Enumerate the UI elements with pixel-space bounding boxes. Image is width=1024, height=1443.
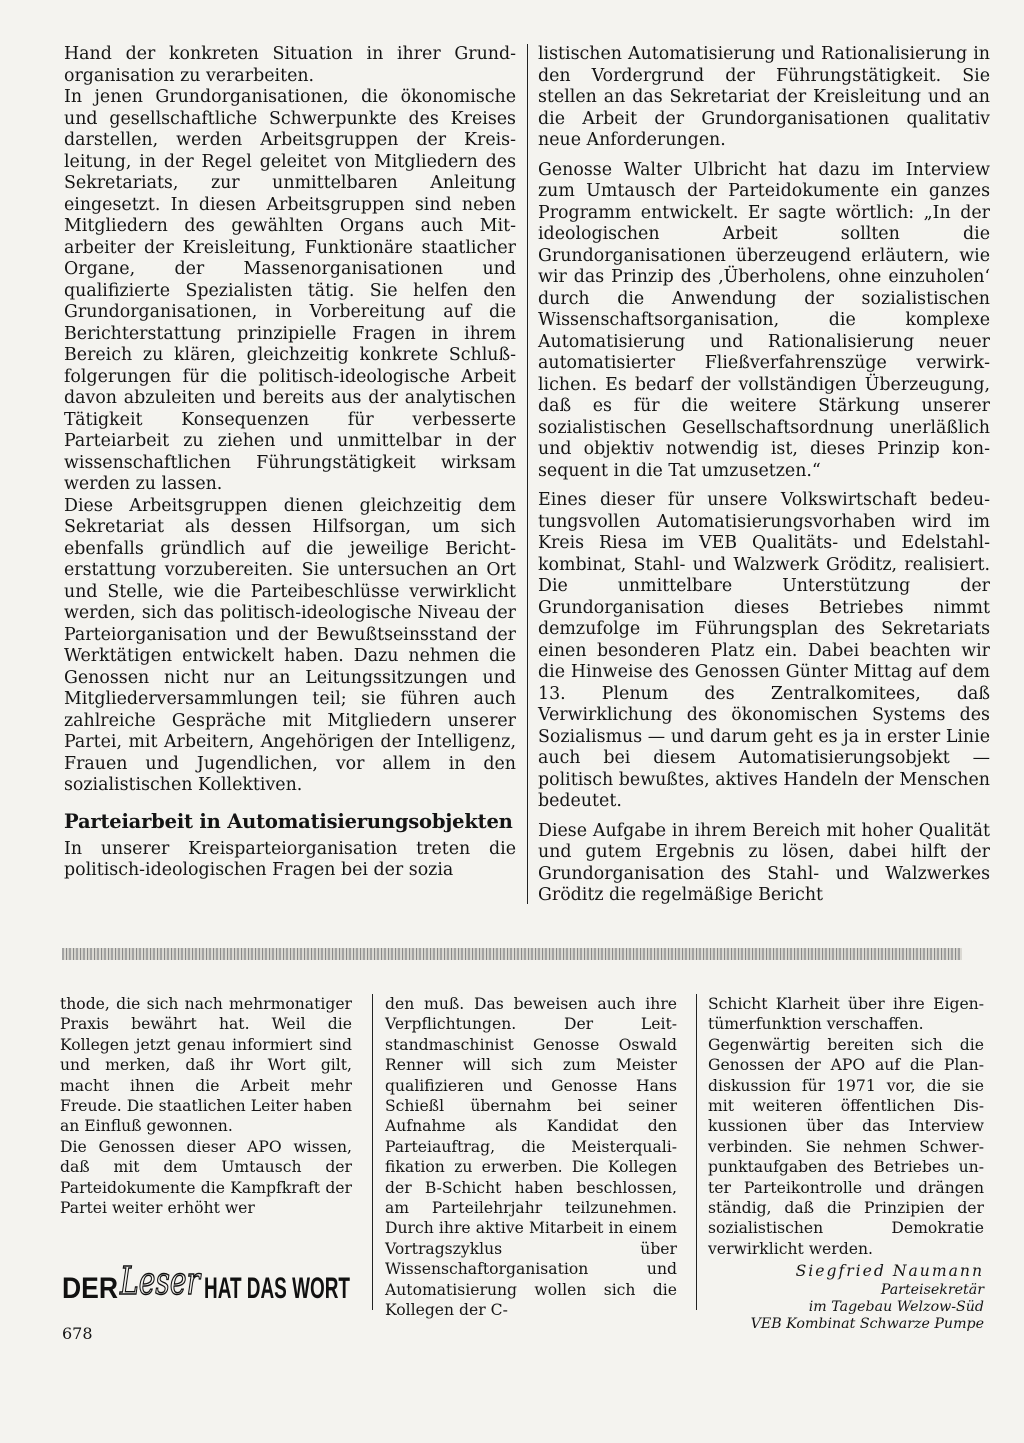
paragraph: In jenen Grundorganisationen, die ökonomische und gesellschaftliche Schwerpunkte des Kreises darstellen, werden Arbeitsgruppen der Kreisleitung, in der Regel geleitet von Mitgliedern des Sekretariats, zur unmittelbaren Anleitung eingesetzt. In diesen Arbeitsgruppen sind neben Mitgliedern des gewählten Organs auch Mitarbeiter der Kreisleitung, Funktionäre staatlicher Organe, der Massenorganisationen und qualifizierte Spezialisten tätig. Sie helfen den Grundorganisationen, in Vorbereitung auf die Berichterstattung prinzipielle Fragen in ihrem Bereich zu klären, gleichzeitig konkrete Schlußfolgerungen für die politisch-ideologische Arbeit davon abzuleiten und bereits aus der analytischen Tätigkeit Konsequenzen für verbesserte Parteiarbeit zu ziehen und unmittelbar in der wissenschaftlichen Führungstätigkeit wirksam werden zu lassen.: [64, 87, 516, 494]
paragraph: Eines dieser für unsere Volkswirtschaft bedeutungsvollen Automatisierungsvorhaben wird im Kreis Riesa im VEB Qualitäts- und Edelstahlkombinat, Stahl- und Walzwerk Gröditz, realisiert. Die unmittelbare Unterstützung der Grundorganisation dieses Betriebes nimmt demzufolge im Führungsplan des Sekretariats einen besonderen Platz ein. Dabei beachten wir die Hinweise des Genossen Günter Mittag auf dem 13. Plenum des Zentralkomitees, daß Verwirklichung des ökonomischen Systems des Sozialismus — und darum geht es ja in erster Linie auch bei diesem Automatisierungsobjekt — politisch bewußtes, aktives Handeln der Menschen bedeutet.: [538, 490, 990, 811]
column-divider: [527, 44, 528, 904]
column-divider: [372, 994, 373, 1310]
paragraph: Hand der konkreten Situation in ihrer Grundorganisation zu verarbeiten.: [64, 44, 516, 86]
bottom-column-2: [385, 994, 677, 1321]
paragraph: Diese Aufgabe in ihrem Bereich mit hoher Qualität und gutem Ergebnis zu lösen, dabei hilft der Grundorganisation des Stahl- und Walzwerkes Gröditz die regelmäßige Bericht: [538, 820, 990, 905]
paragraph: listischen Automatisierung und Rationalisierung in den Vordergrund der Führungstätigkeit. Sie stellen an das Sekretariat der Kreisleitung und an die Arbeit der Grundorganisationen qualitativ neue Anforderungen.: [538, 44, 990, 150]
logo-text-der: DER: [62, 1272, 119, 1305]
paragraph: den muß. Das beweisen auch ihre Verpflichtungen. Der Leitstandmaschinist Genosse Oswald Renner will sich zum Meister qualifizieren und Genosse Hans Schießl übernahm bei seiner Aufnahme als Kandidat den Parteiauftrag, die Meisterqualifikation zu erwerben. Die Kollegen der B-Schicht haben beschlossen, am Parteilehrjahr teilzunehmen. Durch ihre aktive Mitarbeit in einem Vortragszyklus über Wissenschaftorganisation und Automatisierung wollen sich die Kollegen der C-: [385, 995, 677, 1320]
signature-block: [708, 1261, 984, 1332]
signature-company: VEB Kombinat Schwarze Pumpe: [750, 1315, 984, 1332]
paragraph: Gegenwärtig bereiten sich die Genossen der APO auf die Plandiskussion für 1971 vor, die sie mit weiteren öffentlichen Diskussionen über das Interview verbinden. Sie nehmen Schwerpunktaufgaben des Betriebes unter Parteikontrolle und drängen ständig, daß die Prinzipien der sozialistischen Demokratie verwirklicht werden.: [708, 1035, 984, 1258]
bottom-column-3: [708, 994, 984, 1333]
page-number: 678: [62, 1324, 93, 1343]
paragraph: Genosse Walter Ulbricht hat dazu im Interview zum Umtausch der Parteidokumente ein ganzes Programm entwickelt. Er sagte wörtlich: „In der ideologischen Arbeit sollten die Grundorganisationen überzeugend erläutern, wie wir das Prinzip des ‚Überholens, ohne einzuholen‘ durch die Anwendung der sozialistischen Wissenschaftsorganisation, die komplexe Automatisierung und Rationalisierung neuer automatisierter Fließverfahrenszüge verwirklichen. Es bedarf der vollständigen Überzeugung, daß es für die weitere Stärkung unserer sozialistischen Gesellschaftsordnung unerläßlich und objektiv notwendig ist, dieses Prinzip konsequent in die Tat umzusetzen.“: [538, 159, 990, 481]
paragraph: Diese Arbeitsgruppen dienen gleichzeitig dem Sekretariat als dessen Hilfsorgan, um sich ebenfalls gründlich auf die jeweilige Berichterstattung vorzubereiten. Sie untersuchen an Ort und Stelle, wie die Parteibeschlüsse verwirklicht werden, sich das politisch-ideologische Niveau der Parteiorganisation und der Bewußtseinsstand der Werktätigen entwickelt haben. Dazu nehmen die Genossen nicht nur an Leitungssitzungen und Mitgliederversammlungen teil; sie führen auch zahlreiche Gespräche mit Mitgliedern unserer Partei, mit Arbeitern, Angehörigen der Intelligenz, Frauen und Jugendlichen, vor allem in den sozialistischen Kollektiven.: [64, 495, 516, 795]
paragraph: thode, die sich nach mehrmonatiger Praxis bewährt hat. Weil die Kollegen jetzt genau informiert sind und merken, daß ihr Wort gilt, macht ihnen die Arbeit mehr Freude. Die staatlichen Leiter haben an Einfluß gewonnen.: [60, 995, 352, 1136]
logo-text-leser: Leser: [119, 1259, 203, 1303]
signature-place: im Tagebau Welzow-Süd: [808, 1298, 984, 1315]
logo-text-hat-das-wort: HAT DAS WORT: [204, 1272, 350, 1305]
signature-role: Parteisekretär: [880, 1281, 984, 1298]
section-heading: Parteiarbeit in Automatisierungsobjekten: [64, 809, 513, 833]
separator-band: [62, 948, 962, 960]
bottom-column-1: [60, 994, 352, 1218]
signature-name: Siegfried Naumann: [795, 1262, 984, 1281]
paragraph: In unserer Kreisparteiorganisation treten die politisch-ideologischen Fragen bei der sozia: [64, 838, 516, 880]
der-leser-hat-das-wort-logo: [62, 1258, 352, 1308]
column-divider: [696, 994, 697, 1310]
paragraph: Schicht Klarheit über ihre Eigentümerfunktion verschaffen.: [708, 995, 984, 1034]
top-right-column: [538, 44, 990, 907]
top-left-column: [64, 44, 516, 882]
paragraph: Die Genossen dieser APO wissen, daß mit dem Umtausch der Parteidokumente die Kampfkraft der Partei weiter erhöht wer: [60, 1137, 352, 1218]
